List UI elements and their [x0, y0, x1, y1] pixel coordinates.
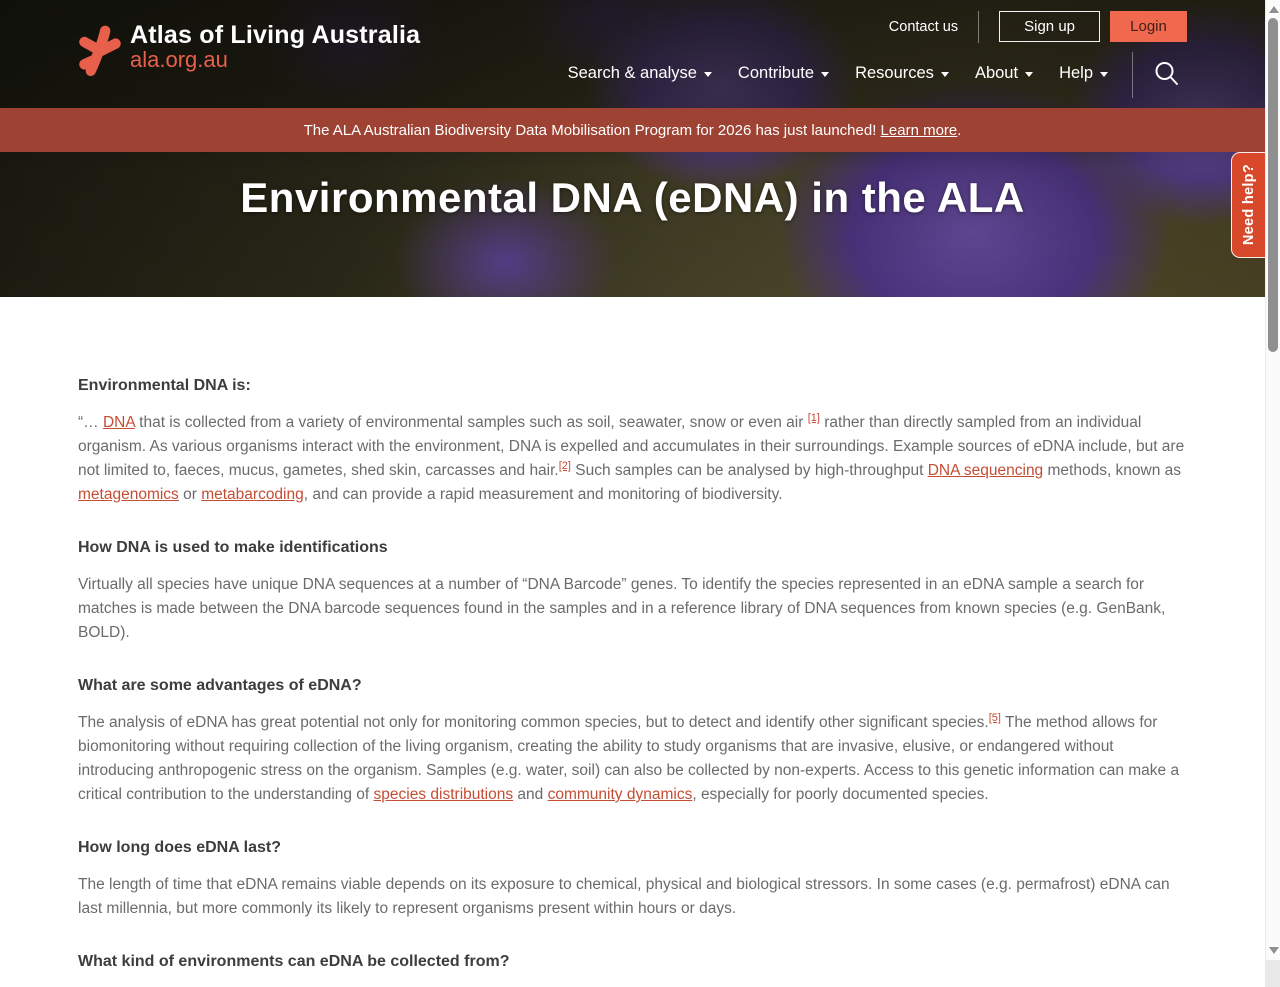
paragraph [78, 411, 1186, 507]
inline-link[interactable]: species distributions [373, 786, 514, 803]
inline-link[interactable]: DNA [102, 414, 135, 431]
inline-link[interactable]: metabarcoding [201, 486, 304, 503]
chevron-down-icon [1025, 72, 1033, 77]
need-help-tab[interactable] [1231, 152, 1265, 258]
text-segment: “… [78, 414, 103, 431]
text-segment: Such samples can be analysed by high-throughput [570, 462, 928, 479]
nav-label: Help [1059, 63, 1093, 82]
scrollbar-thumb[interactable] [1268, 18, 1278, 352]
search-icon[interactable] [1153, 60, 1180, 87]
sign-up-button[interactable]: Sign up [999, 11, 1100, 42]
nav-item-help[interactable] [1059, 64, 1108, 83]
text-segment: , and can provide a rapid measurement and monitoring of biodiversity. [303, 486, 783, 503]
scroll-up-icon[interactable] [1269, 6, 1279, 13]
text-segment: Virtually all species have unique DNA sequences at a number of “DNA Barcode” genes. To identify the species represented in an eDNA sample a search for matches is made between the DNA barcode sequences found in the samples and in a reference library of DNA sequences from known species (e.g. GenBank, BOLD). [78, 576, 1166, 641]
learn-more-link[interactable]: Learn more [880, 121, 958, 139]
reference-link[interactable]: [1] [807, 411, 820, 424]
paragraph [78, 573, 1186, 645]
nav-item-contribute[interactable] [738, 64, 829, 83]
header-divider [978, 11, 979, 43]
login-button[interactable]: Login [1110, 11, 1187, 42]
text-segment: The method allows for biomonitoring without requiring collection of the living organism, creating the ability to study organisms that are invasive, elusive, or endangered without introducing anthropogenic stress on the organism. Samples (e.g. water, soil) can also be collected by non-experts. Access to this genetic information can make a critical contribution to the understanding of [78, 714, 1180, 803]
inline-link[interactable]: metagenomics [78, 486, 179, 503]
text-segment: The length of time that eDNA remains viable depends on its exposure to chemical, physical and biological stressors. In some cases (e.g. permafrost) eDNA can last millennia, but more commonly its likely to represent organisms present within hours or days. [78, 876, 1170, 917]
text-segment: that is collected from a variety of environmental samples such as soil, seawater, snow or even air [134, 414, 808, 431]
nav-label: Search & analyse [567, 63, 697, 82]
inline-link[interactable]: community dynamics [547, 786, 693, 803]
nav-label: About [974, 63, 1019, 82]
section-heading: What kind of environments can eDNA be collected from? [78, 953, 510, 970]
paragraph [78, 873, 1186, 921]
nav-label: Contribute [737, 63, 815, 82]
inline-link[interactable]: DNA sequencing [927, 462, 1044, 479]
site-header [0, 0, 1265, 108]
chevron-down-icon [941, 72, 949, 77]
contact-us-link[interactable]: Contact us [888, 18, 959, 35]
text-segment: , especially for poorly documented species. [692, 786, 989, 803]
announcement-banner [0, 108, 1265, 152]
hero-image [0, 0, 1265, 297]
nav-divider [1132, 52, 1133, 98]
nav-label: Resources [855, 63, 934, 82]
text-segment: methods, known as [1043, 462, 1182, 479]
reference-link[interactable]: [5] [988, 711, 1001, 724]
chevron-down-icon [1100, 72, 1108, 77]
logo-subtitle: ala.org.au [130, 47, 228, 72]
section-heading: What are some advantages of eDNA? [78, 677, 362, 694]
section-heading: How DNA is used to make identifications [78, 539, 388, 556]
scroll-down-icon[interactable] [1269, 947, 1279, 954]
logo-title: Atlas of Living Australia [130, 21, 421, 49]
section-heading: Environmental DNA is: [78, 377, 251, 394]
header-actions [889, 11, 1187, 42]
logo-text [130, 22, 420, 72]
section-heading: How long does eDNA last? [78, 839, 281, 856]
banner-text: The ALA Australian Biodiversity Data Mobilisation Program for 2026 has just launched! [303, 121, 881, 139]
scrollbar[interactable] [1265, 0, 1280, 960]
need-help-label: Need help? [1240, 164, 1257, 246]
text-segment: or [178, 486, 202, 503]
reference-link[interactable]: [2] [558, 459, 571, 472]
paragraph [78, 711, 1186, 807]
nav-item-resources[interactable] [855, 64, 949, 83]
article-content [78, 297, 1186, 971]
text-segment: The analysis of eDNA has great potential not only for monitoring common species, but to detect and identify other significant species. [78, 714, 989, 731]
main-nav [542, 58, 1180, 88]
chevron-down-icon [704, 72, 712, 77]
site-logo[interactable] [74, 22, 420, 83]
article-body [0, 297, 1265, 987]
page-title: Environmental DNA (eDNA) in the ALA [240, 174, 1025, 221]
text-segment: and [513, 786, 548, 803]
chevron-down-icon [821, 72, 829, 77]
text-segment: rather than directly sampled from an individual organism. As various organisms interact with the environment, DNA is expelled and accumulates in their surroundings. Example sources of eDNA include, but are not limited to, faeces, mucus, gametes, shed skin, carcasses and hair. [78, 414, 1185, 479]
ala-logo-icon [74, 22, 122, 83]
nav-item-about[interactable] [975, 64, 1033, 83]
nav-item-search-analyse[interactable] [568, 64, 712, 83]
banner-period: . [957, 121, 962, 139]
